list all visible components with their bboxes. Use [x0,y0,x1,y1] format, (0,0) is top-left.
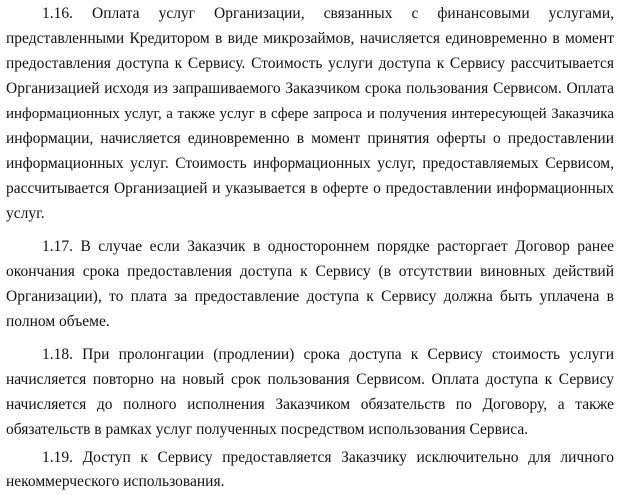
text-line: Организацией исходя из запрашиваемого Заказчиком срока пользования Сервисом. Оплата [6,80,614,97]
text-line: окончания срока предоставления доступа к Сервису (в отсутствии виновных действий [6,263,614,280]
text-line: услуг. [6,205,45,222]
text-line: информационных услуг. Стоимость информационных услуг, предоставляемых Сервисом, [6,155,614,172]
text-line: рассчитывается Организацией и указывается в оферте о предоставлении информационных [6,180,614,197]
text-line: 1.16. Оплата услуг Организации, связанных с финансовыми услугами, [42,5,614,22]
text-line: некоммерческого использования. [6,473,225,490]
text-line: предоставления доступа к Сервису. Стоимость услуги доступа к Сервису рассчитывается [6,55,614,72]
text-line: обязательств в рамках услуг полученных посредством использования Сервиса. [6,421,529,438]
text-line: информационных услуг, а также услуг в сфере запроса и получения интересующей Заказчика [6,106,614,122]
text-line: 1.19. Доступ к Сервису предоставляется Заказчику исключительно для личного [42,449,614,466]
text-line: начисляется до полного исполнения Заказчиком обязательств по Договору, а также [6,396,614,413]
text-line: представленными Кредитором в виде микрозаймов, начисляется единовременно в момент [6,30,614,47]
text-line: информации, начисляется единовременно в момент принятия оферты о предоставлении [6,130,614,147]
text-line: 1.17. В случае если Заказчик в одностороннем порядке расторгает Договор ранее [42,238,614,255]
text-line: полном объеме. [6,313,110,330]
text-line: 1.18. При пролонгации (продлении) срока доступа к Сервису стоимость услуги [42,346,614,363]
text-line: Организации), то плата за предоставление доступа к Сервису должна быть уплачена в [6,288,614,305]
text-line: начисляется повторно на новый срок пользования Сервисом. Оплата доступа к Сервису [6,371,614,388]
